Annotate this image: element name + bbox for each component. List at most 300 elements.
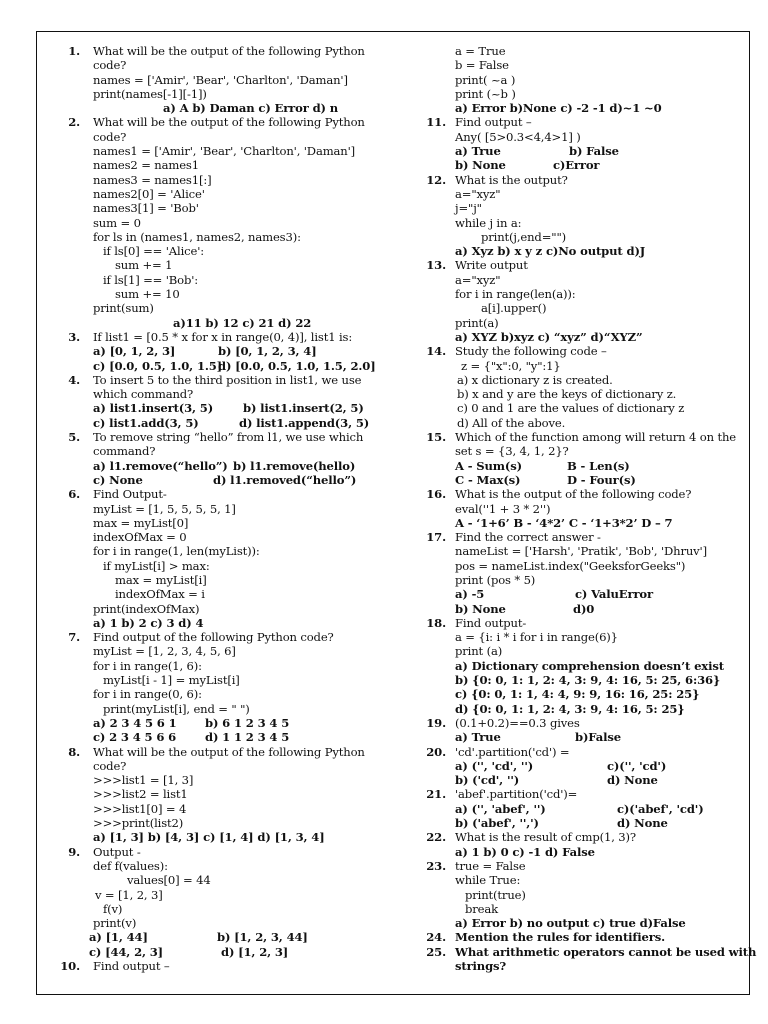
question-text: which command? [93, 387, 194, 402]
question-number: 15. [426, 430, 446, 445]
text-line [62, 258, 407, 272]
answer-options: What arithmetic operators cannot be used with [455, 944, 757, 959]
question-text: command? [93, 444, 156, 459]
text-line [62, 187, 407, 201]
answer-option-right: b) 6 1 2 3 4 5 [205, 715, 290, 730]
answer-option-right: d) l1.removed(“hello”) [213, 472, 357, 487]
text-line [62, 444, 407, 458]
question-text: sum += 1 [115, 258, 173, 273]
question-text: What will be the output of the following Python [93, 115, 365, 130]
text-line [424, 144, 754, 158]
question-text: c) 0 and 1 are the values of dictionary z [457, 401, 685, 416]
answer-option-right: b) False [569, 144, 619, 159]
text-line [424, 244, 754, 258]
text-line [424, 773, 754, 787]
answer-options: b) ('cd', '') [455, 773, 520, 788]
question-line [424, 530, 754, 544]
text-line [62, 287, 407, 301]
answer-options: c) 2 3 4 5 6 6 [93, 730, 177, 745]
question-line [62, 487, 407, 501]
question-text: a[i].upper() [481, 301, 547, 316]
text-line [62, 216, 407, 230]
question-text: j="j" [455, 201, 482, 216]
text-line [62, 301, 407, 315]
answer-options: a) 1 b) 2 c) 3 d) 4 [93, 615, 204, 630]
question-text: a = True [455, 44, 506, 58]
question-number: 24. [426, 930, 446, 945]
text-line [62, 130, 407, 144]
question-text: if myList[i] > max: [103, 558, 210, 573]
question-text: a) x dictionary z is created. [457, 372, 613, 387]
text-line [424, 516, 754, 530]
text-line [62, 387, 407, 401]
question-text: print(sum) [93, 301, 154, 316]
text-line [62, 559, 407, 573]
answer-options: a) True [455, 144, 501, 159]
question-number: 11. [426, 115, 446, 130]
text-line [62, 644, 407, 658]
question-text: Find Output- [93, 487, 167, 502]
text-line [62, 773, 407, 787]
text-line [424, 359, 754, 373]
answer-options: c) None [93, 472, 143, 487]
question-text: a="xyz" [455, 186, 501, 201]
answer-option-right: b) l1.remove(hello) [233, 458, 356, 473]
question-line [424, 716, 754, 730]
question-text: max = myList[i] [115, 572, 207, 587]
question-number: 9. [68, 844, 80, 859]
question-number: 12. [426, 172, 446, 187]
question-line [424, 487, 754, 501]
right-column [424, 44, 757, 973]
answer-options: a) A b) Daman c) Error d) n [163, 101, 339, 116]
text-line [62, 816, 407, 830]
question-text: Find output of the following Python code? [93, 630, 334, 645]
text-line [62, 544, 407, 558]
question-text: names3 = names1[:] [93, 172, 212, 187]
question-line [424, 258, 754, 272]
text-line [424, 401, 754, 415]
text-line [62, 787, 407, 801]
text-line [424, 87, 754, 101]
question-text: while True: [455, 873, 521, 888]
question-line [424, 344, 754, 358]
answer-options: A - ‘1+6’ B - ‘4*2’ C - ‘1+3*2’ D – 7 [455, 515, 673, 530]
question-line [424, 787, 754, 801]
answer-options: a) Dictionary comprehension doesn’t exist [455, 658, 724, 673]
question-number: 1. [68, 44, 80, 58]
question-text: print(myList[i], end = " ") [103, 701, 250, 716]
text-line [62, 888, 407, 902]
question-number: 5. [68, 430, 80, 445]
answer-options: a) 2 3 4 5 6 1 [93, 715, 177, 730]
text-line [62, 587, 407, 601]
text-line [424, 502, 754, 516]
question-number: 8. [68, 744, 80, 759]
text-line [424, 902, 754, 916]
question-text: sum += 10 [115, 287, 180, 302]
question-text: What is the output of the following code? [455, 487, 692, 502]
question-text: Which of the function among will return 4 on the [455, 430, 736, 445]
question-line [62, 44, 407, 58]
answer-options: a) ('', 'cd', '') [455, 758, 534, 773]
text-line [62, 401, 407, 415]
question-text: print(j,end="") [481, 229, 567, 244]
question-text: for i in range(1, 6): [93, 658, 202, 673]
question-number: 22. [426, 830, 446, 845]
answer-options: a) [1, 3] b) [4, 3] c) [1, 4] d) [1, 3, 4] [93, 830, 325, 845]
question-text: Write output [455, 258, 528, 273]
text-line [62, 716, 407, 730]
text-line [62, 530, 407, 544]
question-text: z = {"x":0, "y":1} [461, 358, 561, 373]
question-line [424, 173, 754, 187]
question-text: names = ['Amir', 'Bear', 'Charlton', 'Daman'] [93, 72, 348, 87]
question-text: names1 = ['Amir', 'Bear', 'Charlton', 'Daman'] [93, 144, 356, 159]
left-column [62, 44, 407, 973]
text-line [424, 702, 754, 716]
question-number: 16. [426, 487, 446, 502]
text-line [424, 58, 754, 72]
text-line [424, 459, 754, 473]
question-text: print(a) [455, 315, 499, 330]
question-text: print (~b ) [455, 86, 516, 101]
question-text: print(v) [93, 916, 137, 931]
text-line [62, 802, 407, 816]
question-line [424, 115, 754, 129]
answer-options: Mention the rules for identifiers. [455, 930, 665, 945]
question-text: set s = {3, 4, 1, 2}? [455, 444, 569, 459]
text-line [424, 602, 754, 616]
question-text: max = myList[0] [93, 515, 189, 530]
text-line [424, 273, 754, 287]
answer-option-right: b) [0, 1, 2, 3, 4] [218, 344, 317, 359]
question-text: b) x and y are the keys of dictionary z. [457, 387, 677, 402]
question-text: names3[1] = 'Bob' [93, 201, 199, 216]
question-text: (0.1+0.2)==0.3 gives [455, 715, 580, 730]
question-text: indexOfMax = 0 [93, 530, 187, 545]
question-text: break [465, 901, 499, 916]
question-number: 20. [426, 744, 446, 759]
question-line [424, 616, 754, 630]
question-text: a = {i: i * i for i in range(6)} [455, 630, 618, 645]
answer-options: a) [0, 1, 2, 3] [93, 344, 176, 359]
question-text: Any( [5>0.3<4,4>1] ) [455, 129, 581, 144]
text-line [424, 873, 754, 887]
question-text: for i in range(len(a)): [455, 287, 576, 302]
text-line [424, 959, 754, 973]
answer-option-right: d) None [617, 816, 668, 831]
question-text: myList = [1, 2, 3, 4, 5, 6] [93, 644, 236, 659]
text-line [424, 587, 754, 601]
answer-options: b) None [455, 158, 506, 173]
answer-options: a) ('', 'abef', '') [455, 801, 546, 816]
text-line [62, 930, 407, 944]
text-line [62, 473, 407, 487]
text-line [424, 687, 754, 701]
question-number: 13. [426, 258, 446, 273]
question-text: pos = nameList.index("GeeksforGeeks") [455, 558, 686, 573]
text-line [424, 287, 754, 301]
answer-option-right: d)0 [573, 601, 595, 616]
question-text: v = [1, 2, 3] [95, 887, 163, 902]
answer-options: a) -5 [455, 587, 485, 602]
question-line [62, 115, 407, 129]
question-text: Find output – [455, 115, 532, 130]
text-line [62, 687, 407, 701]
text-line [62, 516, 407, 530]
text-line [62, 502, 407, 516]
text-line [62, 730, 407, 744]
question-text: If list1 = [0.5 * x for x in range(0, 4)], list1 is: [93, 329, 353, 344]
text-line [424, 644, 754, 658]
question-number: 6. [68, 487, 80, 502]
text-line [62, 316, 407, 330]
question-line [62, 745, 407, 759]
question-number: 23. [426, 858, 446, 873]
question-number: 18. [426, 615, 446, 630]
question-number: 7. [68, 630, 80, 645]
text-line [424, 373, 754, 387]
text-line [62, 201, 407, 215]
text-line [62, 87, 407, 101]
text-line [62, 859, 407, 873]
question-line [62, 373, 407, 387]
answer-options: c) list1.add(3, 5) [93, 415, 199, 430]
text-line [424, 44, 754, 58]
answer-option-right: c)Error [553, 158, 600, 173]
text-line [62, 830, 407, 844]
answer-option-right: c) ValuError [575, 587, 653, 602]
text-line [62, 459, 407, 473]
question-text: sum = 0 [93, 215, 141, 230]
text-line [424, 845, 754, 859]
question-number: 10. [60, 959, 80, 973]
question-text: Output - [93, 844, 141, 859]
question-text: Find output – [93, 959, 170, 973]
text-line [424, 201, 754, 215]
question-number: 17. [426, 530, 446, 545]
question-text: What is the result of cmp(1, 3)? [455, 830, 636, 845]
question-text: print (pos * 5) [455, 572, 536, 587]
question-text: 'cd'.partition('cd') = [455, 744, 570, 759]
question-text: 'abef'.partition('cd')= [455, 787, 578, 802]
question-text: code? [93, 129, 127, 144]
question-text: print(indexOfMax) [93, 601, 200, 616]
answer-option-right: b) [1, 2, 3, 44] [217, 930, 308, 945]
answer-options: b) None [455, 601, 506, 616]
answer-option-right: b) list1.insert(2, 5) [243, 401, 364, 416]
question-text: if ls[1] == 'Bob': [103, 272, 199, 287]
question-text: names2[0] = 'Alice' [93, 186, 205, 201]
question-line [424, 745, 754, 759]
text-line [424, 130, 754, 144]
question-text: >>>print(list2) [93, 816, 184, 831]
question-text: print(names[-1][-1]) [93, 86, 207, 101]
answer-options: a) 1 b) 0 c) -1 d) False [455, 844, 595, 859]
text-line [424, 216, 754, 230]
text-line [62, 416, 407, 430]
text-line [424, 759, 754, 773]
text-line [424, 387, 754, 401]
question-number: 2. [68, 115, 80, 130]
question-text: for i in range(0, 6): [93, 687, 202, 702]
text-line [62, 602, 407, 616]
answer-options: a) Error b)None c) -2 -1 d)~1 ~0 [455, 101, 662, 116]
question-line [62, 430, 407, 444]
answer-options: a) [1, 44] [89, 930, 148, 945]
text-line [62, 659, 407, 673]
answer-options: a) l1.remove(“hello”) [93, 458, 228, 473]
question-text: eval(''1 + 3 * 2'') [455, 501, 551, 516]
text-line [424, 230, 754, 244]
text-line [424, 444, 754, 458]
text-line [424, 573, 754, 587]
text-line [62, 573, 407, 587]
answer-options: C - Max(s) [455, 472, 521, 487]
text-line [424, 730, 754, 744]
question-number: 25. [426, 944, 446, 959]
question-line [424, 944, 757, 959]
text-line [424, 816, 754, 830]
text-line [62, 173, 407, 187]
question-text: nameList = ['Harsh', 'Pratik', 'Bob', 'Dhruv'] [455, 544, 707, 559]
answer-option-right: d) None [607, 773, 658, 788]
question-text: >>>list1 = [1, 3] [93, 773, 194, 788]
text-line [62, 702, 407, 716]
question-text: myList[i - 1] = myList[i] [103, 673, 240, 688]
answer-option-right: d) [0.0, 0.5, 1.0, 1.5, 2.0] [218, 358, 376, 373]
question-line [62, 845, 407, 859]
answer-options: c) [44, 2, 3] [89, 944, 164, 959]
text-line [424, 630, 754, 644]
text-line [424, 673, 754, 687]
text-line [424, 802, 754, 816]
answer-option-right: d) [1, 2, 3] [221, 944, 289, 959]
text-line [62, 616, 407, 630]
question-text: Study the following code – [455, 344, 607, 359]
answer-options: a) True [455, 730, 501, 745]
question-number: 14. [426, 344, 446, 359]
answer-option-right: c)('abef', 'cd') [617, 801, 704, 816]
question-text: myList = [1, 5, 5, 5, 5, 1] [93, 501, 236, 516]
text-line [62, 759, 407, 773]
question-text: d) All of the above. [457, 415, 566, 430]
question-text: print(true) [465, 887, 526, 902]
answer-options: A - Sum(s) [455, 458, 522, 473]
answer-option-right: c)('', 'cd') [607, 758, 667, 773]
question-text: for i in range(1, len(myList)): [93, 544, 260, 559]
answer-option-right: d) 1 1 2 3 4 5 [205, 730, 290, 745]
answer-options: b) ('abef', '',') [455, 816, 539, 831]
question-text: a="xyz" [455, 272, 501, 287]
answer-options: a) list1.insert(3, 5) [93, 401, 214, 416]
text-line [62, 873, 407, 887]
text-line [424, 101, 754, 115]
text-line [62, 101, 407, 115]
question-text: while j in a: [455, 215, 522, 230]
question-text: print (a) [455, 644, 503, 659]
text-line [424, 544, 754, 558]
answer-option-right: B - Len(s) [567, 458, 630, 473]
text-line [62, 144, 407, 158]
answer-option-right: b)False [575, 730, 621, 745]
question-text: What will be the output of the following Python [93, 44, 365, 58]
answer-options: c) [0.0, 0.5, 1.0, 1.5] [93, 358, 223, 373]
question-line [424, 430, 754, 444]
question-text: for ls in (names1, names2, names3): [93, 229, 301, 244]
text-line [424, 888, 754, 902]
question-text: indexOfMax = i [115, 587, 205, 602]
question-text: What is the output? [455, 172, 568, 187]
question-text: To remove string “hello” from l1, we use which [93, 430, 364, 445]
text-line [424, 316, 754, 330]
answer-option-right: D - Four(s) [567, 472, 636, 487]
question-line [62, 959, 407, 973]
text-line [424, 330, 754, 344]
question-text: f(v) [103, 901, 123, 916]
question-text: b = False [455, 58, 509, 73]
question-line [424, 859, 754, 873]
text-line [62, 916, 407, 930]
text-line [424, 301, 754, 315]
text-line [424, 659, 754, 673]
question-number: 3. [68, 329, 80, 344]
question-text: code? [93, 58, 127, 73]
question-text: >>>list2 = list1 [93, 787, 188, 802]
question-line [424, 930, 754, 944]
question-text: >>>list1[0] = 4 [93, 801, 187, 816]
question-text: What will be the output of the following Python [93, 744, 365, 759]
text-line [62, 58, 407, 72]
question-text: names2 = names1 [93, 158, 199, 173]
text-line [424, 916, 754, 930]
question-number: 19. [426, 715, 446, 730]
text-line [62, 230, 407, 244]
text-line [62, 273, 407, 287]
question-number: 21. [426, 787, 446, 802]
answer-options: a)11 b) 12 c) 21 d) 22 [173, 315, 312, 330]
question-text: To insert 5 to the third position in list1, we use [93, 372, 362, 387]
text-line [62, 673, 407, 687]
answer-option-right: d) list1.append(3, 5) [239, 415, 370, 430]
question-text: if ls[0] == 'Alice': [103, 244, 204, 259]
question-text: Find output- [455, 615, 527, 630]
text-line [62, 344, 407, 358]
question-line [424, 830, 754, 844]
text-line [424, 416, 754, 430]
question-line [62, 330, 407, 344]
answer-options: d) {0: 0, 1: 1, 2: 4, 3: 9, 4: 16, 5: 25} [455, 701, 685, 716]
question-text: print( ~a ) [455, 72, 516, 87]
question-text: def f(values): [93, 858, 168, 873]
text-line [62, 902, 407, 916]
text-line [424, 73, 754, 87]
answer-options: a) Xyz b) x y z c)No output d)J [455, 244, 646, 259]
question-text: code? [93, 758, 127, 773]
question-text: values[0] = 44 [127, 873, 211, 888]
text-line [62, 73, 407, 87]
question-line [62, 630, 407, 644]
answer-options: b) {0: 0, 1: 1, 2: 4, 3: 9, 4: 16, 5: 25, 6:36} [455, 673, 721, 688]
answer-options: a) XYZ b)xyz c) “xyz” d)“XYZ” [455, 329, 643, 344]
text-line [424, 473, 754, 487]
question-text: true = False [455, 858, 526, 873]
text-line [62, 158, 407, 172]
text-line [62, 244, 407, 258]
text-line [62, 359, 407, 373]
answer-options: a) Error b) no output c) true d)False [455, 916, 686, 931]
